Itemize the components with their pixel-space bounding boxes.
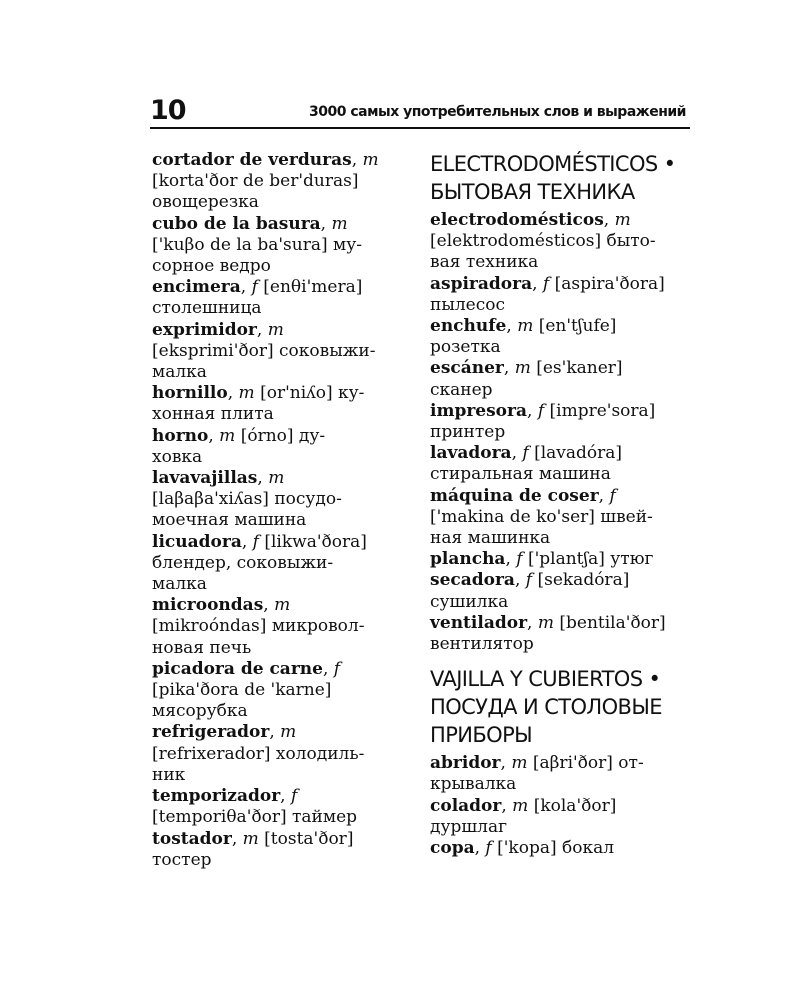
entry-line bbox=[152, 426, 404, 447]
entry-line: [korta'ðor de ber'duras] bbox=[152, 171, 359, 192]
headword: aspiradora bbox=[430, 273, 533, 294]
gender-marker: m bbox=[274, 595, 291, 616]
dictionary-entry bbox=[152, 468, 404, 532]
entry-line: столешница bbox=[152, 298, 262, 319]
running-title: 3000 самых употребительных слов и выражений bbox=[309, 104, 686, 120]
headword: máquina de coser bbox=[430, 485, 599, 506]
gender-marker: f bbox=[485, 838, 492, 859]
headword: encimera bbox=[152, 277, 241, 298]
headword: copa bbox=[430, 838, 475, 859]
headword: abridor bbox=[430, 753, 501, 774]
entry-text: [en'tʃufe] bbox=[533, 316, 617, 337]
headword: lavadora bbox=[430, 443, 512, 464]
entry-line bbox=[152, 722, 404, 743]
gender-marker: m bbox=[511, 753, 528, 774]
headword: licuadora bbox=[152, 531, 242, 552]
gender-marker: f bbox=[333, 658, 341, 679]
entry-line: вая техника bbox=[430, 252, 539, 273]
entry-line: крывалка bbox=[430, 774, 517, 795]
entry-line: [eksprimi'ðor] соковыжи- bbox=[152, 340, 376, 361]
headword: hornillo bbox=[152, 383, 228, 404]
entry-line: ['makina de ko'ser] швей- bbox=[430, 506, 653, 527]
separator: , bbox=[603, 210, 615, 230]
separator: , bbox=[501, 795, 513, 816]
entry-line bbox=[430, 274, 684, 295]
section-title-line: ПРИБОРЫ bbox=[430, 723, 533, 748]
separator: , bbox=[280, 786, 291, 807]
separator: , bbox=[208, 425, 220, 446]
dictionary-entry bbox=[152, 277, 404, 319]
separator: , bbox=[514, 570, 526, 591]
gender-marker: m bbox=[219, 425, 236, 446]
entry-line bbox=[152, 829, 404, 850]
dictionary-entry bbox=[430, 570, 684, 612]
dictionary-entry bbox=[430, 796, 684, 838]
dictionary-entry bbox=[152, 150, 404, 214]
headword: tostador bbox=[152, 828, 232, 849]
entry-line: розетка bbox=[430, 337, 501, 358]
dictionary-entry bbox=[152, 532, 404, 596]
section-heading bbox=[430, 150, 684, 206]
dictionary-entry bbox=[430, 838, 684, 859]
dictionary-entry bbox=[430, 210, 684, 274]
gender-marker: m bbox=[331, 213, 348, 234]
dictionary-entry bbox=[430, 549, 684, 570]
entry-text: ['kopa] бокал bbox=[491, 838, 615, 859]
entry-line: [laβaβa'xiʎas] посудо- bbox=[152, 489, 342, 510]
separator: , bbox=[527, 400, 538, 421]
entry-line: ная машинка bbox=[430, 528, 551, 549]
entry-line bbox=[152, 532, 404, 553]
entry-line: пылесос bbox=[430, 294, 505, 315]
entry-line bbox=[152, 786, 404, 807]
separator: , bbox=[263, 595, 275, 616]
dictionary-entry bbox=[430, 443, 684, 485]
headword: refrigerador bbox=[152, 722, 270, 743]
dictionary-entry bbox=[152, 595, 404, 659]
gender-marker: m bbox=[238, 383, 255, 404]
entry-line: ник bbox=[152, 764, 186, 785]
entry-line bbox=[152, 320, 404, 341]
right-column bbox=[430, 150, 684, 859]
entry-text: [lavadóra] bbox=[528, 443, 623, 464]
entry-text: [aβri'ðor] от- bbox=[527, 753, 644, 774]
entry-line bbox=[430, 570, 684, 591]
dictionary-entry bbox=[152, 426, 404, 468]
entry-text: [likwa'ðora] bbox=[258, 531, 367, 552]
gender-marker: f bbox=[609, 485, 616, 506]
dictionary-entry bbox=[430, 401, 684, 443]
gender-marker: m bbox=[514, 358, 531, 379]
entry-line: сорное ведро bbox=[152, 256, 271, 277]
left-column bbox=[152, 150, 404, 871]
entry-line: сканер bbox=[430, 379, 493, 400]
separator: , bbox=[241, 531, 253, 552]
headword: microondas bbox=[152, 595, 264, 616]
entry-line bbox=[430, 753, 684, 774]
entry-line bbox=[430, 486, 684, 507]
entry-line: мясорубка bbox=[152, 701, 248, 722]
separator: , bbox=[500, 753, 512, 774]
gender-marker: m bbox=[362, 150, 379, 170]
separator: , bbox=[506, 316, 518, 337]
entry-line: дуршлаг bbox=[430, 816, 507, 837]
entry-line bbox=[430, 401, 684, 422]
entry-text: [impre'sora] bbox=[544, 400, 656, 421]
header-rule bbox=[150, 127, 690, 129]
dictionary-entry bbox=[430, 613, 684, 655]
entry-line bbox=[430, 796, 684, 817]
dictionary-entry bbox=[152, 383, 404, 425]
dictionary-entry bbox=[430, 274, 684, 316]
headword: electrodomésticos bbox=[430, 210, 604, 230]
headword: exprimidor bbox=[152, 319, 257, 340]
gender-marker: m bbox=[512, 795, 529, 816]
separator: , bbox=[503, 358, 515, 379]
page-number: 10 bbox=[150, 95, 186, 126]
entry-text: [es'kaner] bbox=[530, 358, 623, 379]
entry-line: малка bbox=[152, 574, 207, 595]
entry-text: [tosta'ðor] bbox=[258, 828, 354, 849]
headword: escáner bbox=[430, 358, 504, 379]
separator: , bbox=[240, 277, 252, 298]
entry-line bbox=[430, 443, 684, 464]
entry-line: [temporiθa'ðor] таймер bbox=[152, 807, 358, 828]
entry-line: сушилка bbox=[430, 591, 509, 612]
entry-line: блендер, соковыжи- bbox=[152, 552, 334, 573]
headword: picadora de carne bbox=[152, 658, 323, 679]
separator: , bbox=[505, 549, 517, 570]
entry-line bbox=[430, 210, 684, 231]
dictionary-entry bbox=[152, 320, 404, 384]
entry-line: хонная плита bbox=[152, 404, 274, 425]
gender-marker: m bbox=[267, 319, 284, 340]
dictionary-entry bbox=[430, 753, 684, 795]
headword: temporizador bbox=[152, 786, 281, 807]
entry-text: [or'niʎo] ку- bbox=[254, 383, 365, 404]
entry-text: [aspira'ðora] bbox=[549, 273, 665, 294]
headword: impresora bbox=[430, 400, 527, 421]
gender-marker: f bbox=[522, 443, 529, 464]
entry-line bbox=[152, 383, 404, 404]
entry-line: принтер bbox=[430, 422, 506, 443]
separator: , bbox=[351, 150, 363, 170]
gender-marker: f bbox=[251, 277, 258, 298]
dictionary-entry bbox=[152, 214, 404, 278]
separator: , bbox=[269, 722, 281, 743]
entry-text: [bentila'ðor] bbox=[553, 612, 666, 633]
entry-line: новая печь bbox=[152, 637, 252, 658]
gender-marker: m bbox=[268, 468, 285, 489]
dictionary-entry bbox=[152, 829, 404, 871]
headword: cortador de verduras bbox=[152, 150, 352, 170]
entry-line: малка bbox=[152, 362, 207, 383]
headword: enchufe bbox=[430, 316, 507, 337]
separator: , bbox=[257, 468, 269, 489]
gender-marker: f bbox=[542, 273, 550, 294]
entry-line bbox=[152, 150, 404, 171]
entry-line bbox=[152, 277, 404, 298]
gender-marker: m bbox=[280, 722, 297, 743]
gender-marker: f bbox=[290, 786, 298, 807]
entry-text: [órno] ду- bbox=[235, 425, 326, 446]
gender-marker: m bbox=[614, 210, 631, 230]
separator: , bbox=[598, 485, 610, 506]
entry-line: овощерезка bbox=[152, 192, 259, 213]
headword: lavavajillas bbox=[152, 468, 258, 489]
gender-marker: f bbox=[516, 549, 523, 570]
separator: , bbox=[231, 828, 243, 849]
entry-line bbox=[430, 316, 684, 337]
page-header bbox=[150, 96, 690, 130]
entry-line: моечная машина bbox=[152, 510, 307, 531]
gender-marker: f bbox=[537, 400, 545, 421]
gender-marker: f bbox=[525, 570, 533, 591]
entry-line: [refrixerador] холодиль- bbox=[152, 743, 365, 764]
separator: , bbox=[474, 838, 486, 859]
headword: cubo de la basura bbox=[152, 213, 321, 234]
entry-line bbox=[152, 468, 404, 489]
separator: , bbox=[322, 658, 334, 679]
dictionary-entry bbox=[430, 358, 684, 400]
section-title-line: ПОСУДА И СТОЛОВЫЕ bbox=[430, 695, 662, 720]
entry-line bbox=[152, 214, 404, 235]
entry-line: ['kuβo de la ba'sura] му- bbox=[152, 234, 362, 255]
entry-line: вентилятор bbox=[430, 634, 534, 655]
gender-marker: m bbox=[537, 612, 554, 633]
section-title-line: VAJILLA Y CUBIERTOS • bbox=[430, 667, 661, 692]
entry-line bbox=[152, 595, 404, 616]
headword: ventilador bbox=[430, 612, 528, 633]
section-title-line: ELECTRODOMÉSTICOS • bbox=[430, 152, 676, 176]
gender-marker: m bbox=[517, 316, 534, 337]
headword: secadora bbox=[430, 570, 515, 591]
entry-text: ['plantʃa] утюг bbox=[522, 549, 654, 570]
entry-line: [elektrodomésticos] быто- bbox=[430, 231, 656, 252]
dictionary-entry bbox=[152, 659, 404, 723]
entry-line: ховка bbox=[152, 446, 203, 467]
separator: , bbox=[511, 443, 523, 464]
dictionary-entry bbox=[430, 316, 684, 358]
entry-line: [pika'ðora de 'karne] bbox=[152, 680, 332, 701]
separator: , bbox=[256, 319, 268, 340]
dictionary-entry bbox=[430, 486, 684, 550]
dictionary-entry bbox=[152, 722, 404, 786]
entry-text: [sekadóra] bbox=[532, 570, 630, 591]
entry-text: [enθi'mera] bbox=[257, 277, 363, 298]
section-heading bbox=[430, 665, 684, 749]
entry-text: [kola'ðor] bbox=[528, 795, 617, 816]
gender-marker: m bbox=[242, 828, 259, 849]
separator: , bbox=[320, 213, 332, 234]
headword: plancha bbox=[430, 549, 506, 570]
separator: , bbox=[532, 273, 543, 294]
entry-line: тостер bbox=[152, 849, 212, 870]
headword: horno bbox=[152, 425, 209, 446]
entry-line bbox=[152, 659, 404, 680]
entry-line bbox=[430, 613, 684, 634]
separator: , bbox=[227, 383, 239, 404]
separator: , bbox=[527, 612, 538, 633]
section-title-line: БЫТОВАЯ ТЕХНИКА bbox=[430, 180, 635, 204]
entry-line bbox=[430, 358, 684, 379]
entry-line bbox=[430, 838, 684, 859]
dictionary-entry bbox=[152, 786, 404, 828]
headword: colador bbox=[430, 795, 502, 816]
entry-line bbox=[430, 549, 684, 570]
gender-marker: f bbox=[252, 531, 259, 552]
entry-line: [mikroóndas] микровол- bbox=[152, 616, 365, 637]
entry-line: стиральная машина bbox=[430, 464, 611, 485]
